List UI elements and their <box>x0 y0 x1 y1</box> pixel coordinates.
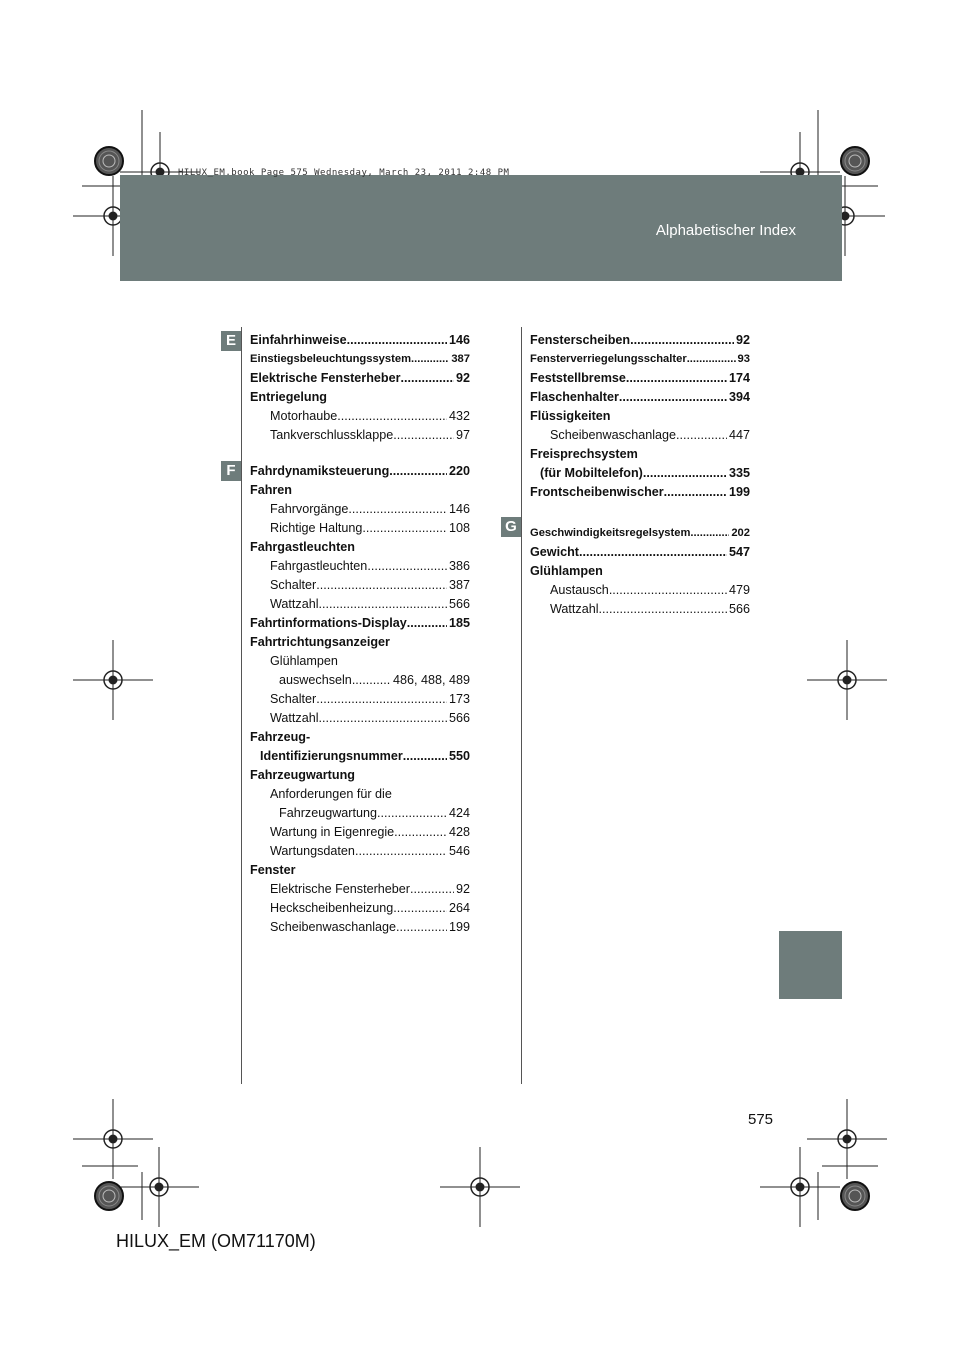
index-entry <box>250 918 470 937</box>
page-reference: 447 <box>728 428 750 442</box>
dot-leader <box>319 709 447 728</box>
page-reference: 432 <box>448 409 470 423</box>
index-term: auswechseln <box>279 673 352 687</box>
dot-leader <box>348 500 447 519</box>
index-entry <box>250 350 470 369</box>
index-term: Schalter <box>270 692 317 706</box>
index-entry <box>250 519 470 538</box>
index-entry <box>250 842 470 861</box>
column-rule-right <box>521 327 522 1084</box>
page-reference: 93 <box>737 353 750 365</box>
index-term: Fahrvorgänge <box>270 502 349 516</box>
index-term: Wattzahl <box>270 597 319 611</box>
side-thumb-tab <box>779 931 842 999</box>
dot-leader <box>319 595 447 614</box>
section-letter-g: G <box>501 517 521 537</box>
page-reference: 199 <box>728 485 750 499</box>
dot-leader <box>347 331 447 350</box>
index-term: Flaschenhalter <box>530 390 619 404</box>
index-term: Glühlampen <box>270 654 338 668</box>
index-column-left <box>250 331 470 937</box>
section-gap <box>250 445 470 462</box>
dot-leader <box>389 462 447 481</box>
index-entry <box>250 671 470 690</box>
dot-leader <box>401 369 454 388</box>
page-reference: 185 <box>448 616 470 630</box>
column-rule-left <box>241 327 242 1084</box>
index-entry <box>250 388 470 407</box>
index-entry <box>250 880 470 899</box>
index-term: Schalter <box>270 578 317 592</box>
dot-leader <box>393 899 447 918</box>
index-term: Fensterscheiben <box>530 333 631 347</box>
index-entry <box>250 557 470 576</box>
section-letter-e: E <box>221 331 241 351</box>
dot-leader <box>643 464 727 483</box>
index-entry <box>250 785 470 804</box>
page-reference: 566 <box>448 711 470 725</box>
index-term: Frontscheibenwischer <box>530 485 664 499</box>
page-reference: 92 <box>735 333 750 347</box>
page-number: 575 <box>748 1111 774 1128</box>
index-entry <box>530 369 750 388</box>
index-entry <box>530 562 750 581</box>
index-term: Scheibenwaschanlage <box>550 428 677 442</box>
index-entry <box>250 538 470 557</box>
index-entry <box>250 823 470 842</box>
index-entry <box>530 543 750 562</box>
index-entry <box>250 652 470 671</box>
index-term: Heckscheibenheizung <box>270 901 394 915</box>
index-entry <box>250 462 470 481</box>
index-term: Elektrische Fensterheber <box>250 371 401 385</box>
index-term: Fahrtrichtungsanzeiger <box>250 635 390 649</box>
index-term: Fensterverriegelungsschalter <box>530 353 687 365</box>
index-term: Fahrtinformations-Display <box>250 616 407 630</box>
page-reference: 173 <box>448 692 470 706</box>
page-reference: 146 <box>448 333 470 347</box>
page-header-band <box>120 175 842 281</box>
page-reference: 387 <box>451 353 470 365</box>
page-reference: 547 <box>728 545 750 559</box>
index-entry <box>530 464 750 483</box>
index-entry <box>530 331 750 350</box>
index-entry <box>250 481 470 500</box>
dot-leader <box>355 842 447 861</box>
index-term: Fahrzeugwartung <box>250 768 355 782</box>
index-entry <box>250 426 470 445</box>
index-entry <box>250 595 470 614</box>
dot-leader <box>599 600 727 619</box>
index-entry <box>250 747 470 766</box>
index-entry <box>250 633 470 652</box>
dot-leader <box>352 671 391 690</box>
page-reference: 335 <box>728 466 750 480</box>
index-term: Anforderungen für die <box>270 787 392 801</box>
page-reference: 202 <box>731 527 750 539</box>
dot-leader <box>619 388 727 407</box>
page-reference: 387 <box>448 578 470 592</box>
index-term: Tankverschlussklappe <box>270 428 394 442</box>
index-term: Fahren <box>250 483 292 497</box>
page-reference: 174 <box>728 371 750 385</box>
dot-leader <box>362 519 447 538</box>
index-entry <box>250 709 470 728</box>
page-reference: 550 <box>448 749 470 763</box>
page-reference: 479 <box>728 583 750 597</box>
index-term: Motorhaube <box>270 409 338 423</box>
dot-leader <box>411 350 449 369</box>
index-entry <box>250 728 470 747</box>
dot-leader <box>407 614 447 633</box>
index-entry <box>250 690 470 709</box>
dot-leader <box>609 581 727 600</box>
index-term: Wattzahl <box>550 602 599 616</box>
index-term: Fahrgastleuchten <box>270 559 368 573</box>
page-reference: 424 <box>448 806 470 820</box>
index-entry <box>530 600 750 619</box>
index-term: Flüssigkeiten <box>530 409 611 423</box>
index-term: Freisprechsystem <box>530 447 638 461</box>
page-reference: 566 <box>728 602 750 616</box>
footer-code: HILUX_EM (OM71170M) <box>116 1231 316 1251</box>
index-term: Fahrdynamiksteuerung <box>250 464 390 478</box>
index-term: Austausch <box>550 583 609 597</box>
index-entry <box>250 766 470 785</box>
index-term: Richtige Haltung <box>270 521 363 535</box>
index-entry <box>530 350 750 369</box>
dot-leader <box>396 918 447 937</box>
index-term: Einstiegsbeleuchtungssystem <box>250 353 412 365</box>
index-entry <box>250 614 470 633</box>
index-entry <box>530 407 750 426</box>
index-entry <box>530 426 750 445</box>
index-entry <box>250 899 470 918</box>
page-reference: 146 <box>448 502 470 516</box>
page-reference: 386 <box>448 559 470 573</box>
section-letter-f: F <box>221 461 241 481</box>
page-reference: 394 <box>728 390 750 404</box>
dot-leader <box>403 747 447 766</box>
index-term: Wartungsdaten <box>270 844 355 858</box>
page-reference: 428 <box>448 825 470 839</box>
dot-leader <box>367 557 447 576</box>
index-entry <box>530 483 750 502</box>
index-entry <box>250 804 470 823</box>
index-term: Identifizierungsnummer <box>260 749 403 763</box>
header-title: Alphabetischer Index <box>655 222 796 239</box>
index-term: Feststellbremse <box>530 371 626 385</box>
index-term: Fahrzeugwartung <box>279 806 378 820</box>
dot-leader <box>664 483 727 502</box>
page-reference: 199 <box>448 920 470 934</box>
dot-leader <box>337 407 447 426</box>
dot-leader <box>579 543 727 562</box>
index-entry <box>250 331 470 350</box>
index-term: Fahrgastleuchten <box>250 540 355 554</box>
index-term: Glühlampen <box>530 564 603 578</box>
dot-leader <box>377 804 447 823</box>
section-gap <box>530 502 750 524</box>
index-term: Geschwindigkeitsregelsystem <box>530 527 691 539</box>
index-entry <box>530 581 750 600</box>
page-reference: 566 <box>448 597 470 611</box>
index-entry <box>250 861 470 880</box>
index-entry <box>250 369 470 388</box>
index-term: Elektrische Fensterheber <box>270 882 410 896</box>
index-column-right <box>530 331 750 619</box>
page-reference: 92 <box>455 882 470 896</box>
index-term: Scheibenwaschanlage <box>270 920 397 934</box>
page-reference: 486, 488, 489 <box>392 673 470 687</box>
dot-leader <box>393 426 454 445</box>
index-term: Fahrzeug- <box>250 730 311 744</box>
dot-leader <box>316 690 447 709</box>
dot-leader <box>394 823 447 842</box>
index-entry <box>530 524 750 543</box>
page-reference: 546 <box>448 844 470 858</box>
index-term: Gewicht <box>530 545 579 559</box>
index-term: Einfahrhinweise <box>250 333 347 347</box>
page-reference: 264 <box>448 901 470 915</box>
dot-leader <box>690 524 729 543</box>
index-entry <box>530 445 750 464</box>
dot-leader <box>626 369 727 388</box>
index-term: Fenster <box>250 863 296 877</box>
page-reference: 92 <box>455 371 470 385</box>
dot-leader <box>410 880 454 899</box>
page-reference: 97 <box>455 428 470 442</box>
dot-leader <box>630 331 734 350</box>
index-term: Wartung in Eigenregie <box>270 825 395 839</box>
index-term: Wattzahl <box>270 711 319 725</box>
index-entry <box>250 500 470 519</box>
page-reference: 108 <box>448 521 470 535</box>
dot-leader <box>687 350 736 369</box>
index-entry <box>250 407 470 426</box>
dot-leader <box>676 426 727 445</box>
index-term: (für Mobiltelefon) <box>540 466 643 480</box>
dot-leader <box>316 576 447 595</box>
index-entry <box>530 388 750 407</box>
page-reference: 220 <box>448 464 470 478</box>
index-term: Entriegelung <box>250 390 327 404</box>
index-entry <box>250 576 470 595</box>
book-stamp: HILUX_EM.book Page 575 Wednesday, March 23, 2011 2:48 PM <box>178 168 510 178</box>
